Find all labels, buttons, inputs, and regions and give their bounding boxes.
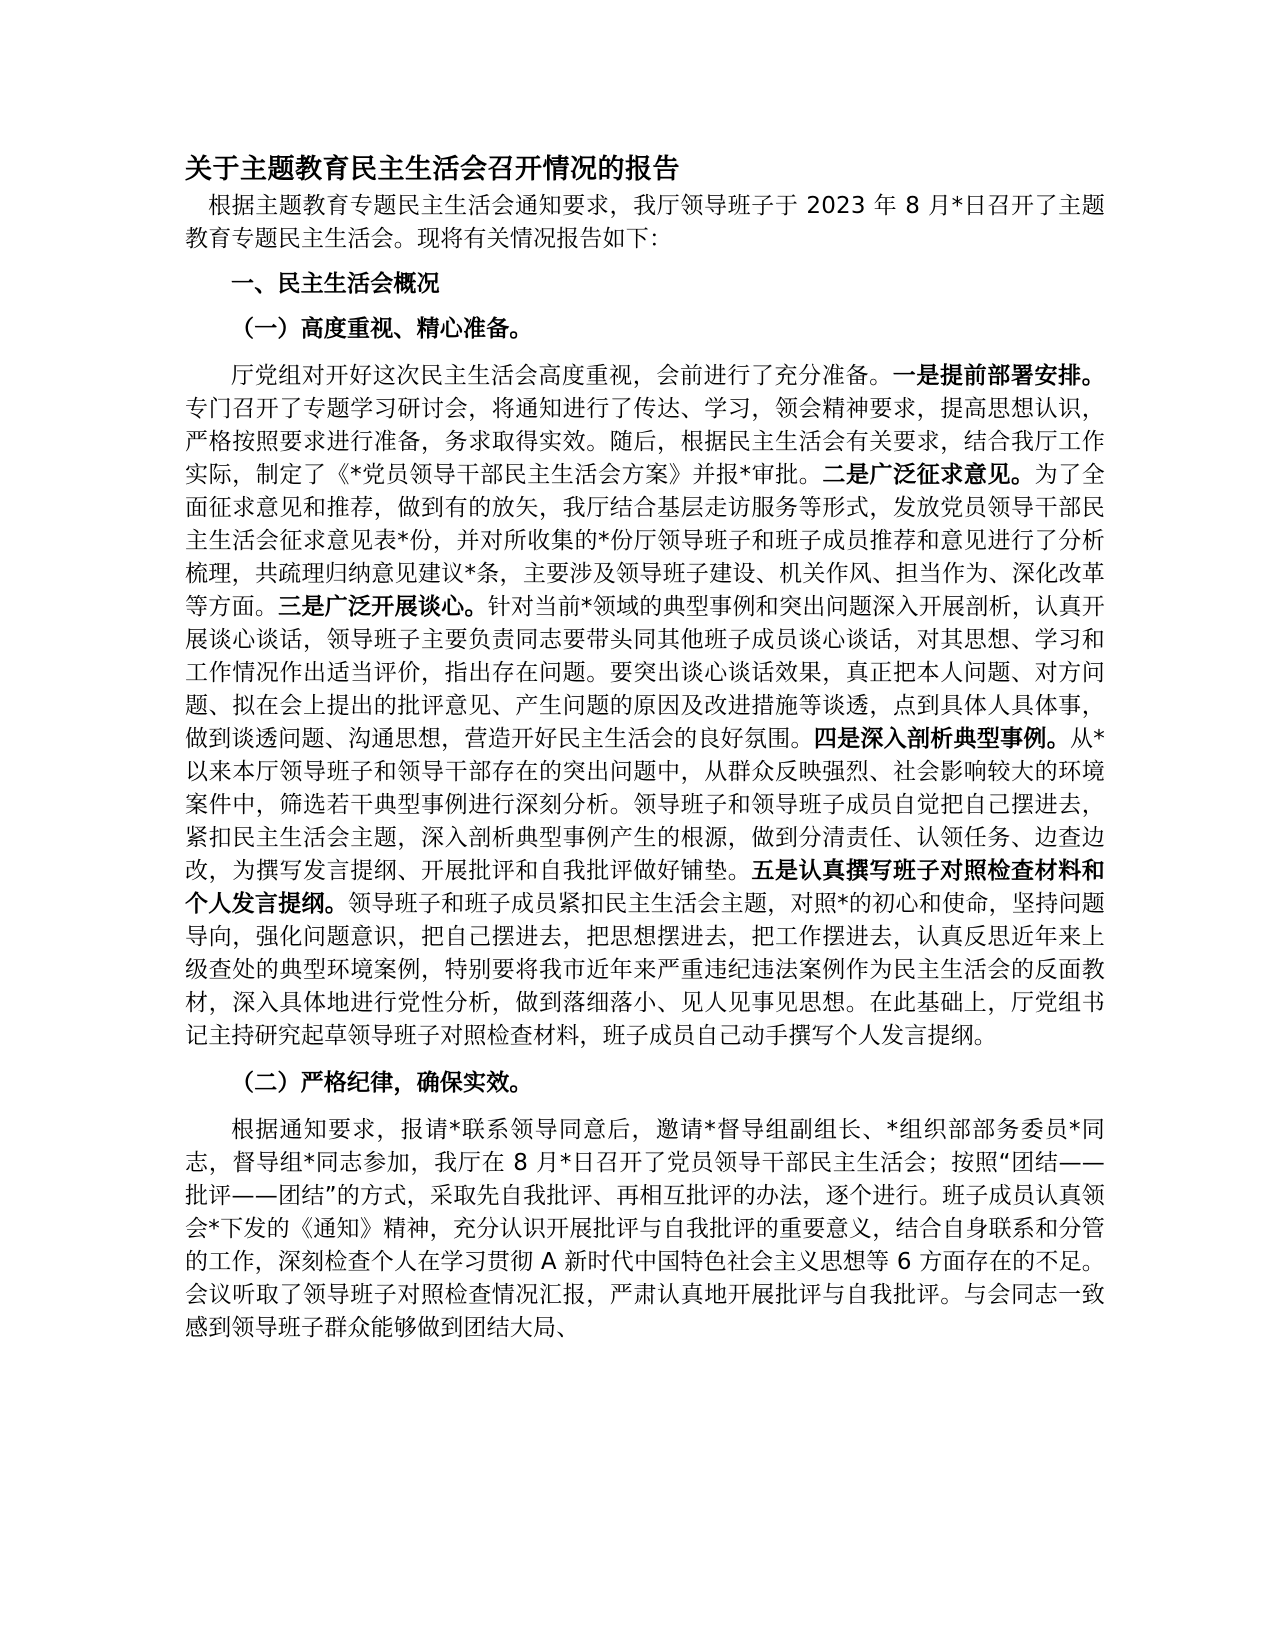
point-5-text: 领导班子和班子成员紧扣民主生活会主题，对照*的初心和使命，坚持问题导向，强化问题意识，把自己摆进去，把思想摆进去，把工作摆进去，认真反思近年来上级查处的典型环境案例，特别要将我市近年来严重违纪违法案例作为民主生活会的反面教材，深入具体地进行党性分析，做到落细落小、见人见事见思想。在此基础上，厅党组书记主持研究起草领导班子对照检查材料，班子成员自己动手撰写个人发言提纲。 [185,891,1105,1049]
point-1-text: 专门召开了专题学习研讨会，将通知进行了传达、学习，领会精神要求，提高思想认识，严格按照要求进行准备，务求取得实效。随后，根据民主生活会有关要求，结合我厅工作实际，制定了《*党员领导干部民主生活会方案》并报*审批。 [185,396,1105,488]
point-2-heading: 二是广泛征求意见。 [822,462,1035,488]
point-5-heading: 五是认真撰写班子对照检查材料和个人发言提纲。 [185,858,1106,917]
point-3-text: 针对当前*领域的典型事例和突出问题深入开展剖析，认真开展谈心谈话，领导班子主要负责同志要带头同其他班子成员谈心谈话，对其思想、学习和工作情况作出适当评价，指出存在问题。要突出谈心谈话效果，真正把本人问题、对方问题、拟在会上提出的批评意见、产生问题的原因及改进措施等谈透，点到具体人具体事，做到谈透问题、沟通思想，营造开好民主生活会的良好氛围。 [185,594,1105,752]
point-4-text: 从*以来本厅领导班子和领导干部存在的突出问题中，从群众反映强烈、社会影响较大的环境案件中，筛选若干典型事例进行深刻分析。领导班子和领导班子成员自觉把自己摆进去，紧扣民主生活会主题，深入剖析典型事例产生的根源，做到分清责任、认领任务、边查边改，为撰写发言提纲、开展批评和自我批评做好铺垫。 [185,726,1105,884]
point-4-heading: 四是深入剖析典型事例。 [813,726,1070,752]
discipline-paragraph: 根据通知要求，报请*联系领导同意后，邀请*督导组副组长、*组织部部务委员*同志，督导组*同志参加，我厅在 8 月*日召开了党员领导干部民主生活会；按照“团结——批评——团结”的方式，采取先自我批评、再相互批评的办法，逐个进行。班子成员认真领会*下发的《通知》精神，充分认识开展批评与自我批评的重要意义，结合自身联系和分管的工作，深刻检查个人在学习贯彻 A 新时代中国特色社会主义思想等 6 方面存在的不足。会议听取了领导班子对照检查情况汇报，严肃认真地开展批评与自我批评。与会同志一致感到领导班子群众能够做到团结大局、 [185,1117,1105,1341]
point-1-heading: 一是提前部署安排。 [892,363,1105,389]
subsection-heading-discipline: （二）严格纪律，确保实效。 [231,1070,533,1096]
preparation-paragraph [185,360,1105,1053]
document-page [185,150,1105,1345]
intro-paragraph: 根据主题教育专题民主生活会通知要求，我厅领导班子于 2023 年 8 月*日召开了主题教育专题民主生活会。现将有关情况报告如下： [185,193,1105,252]
point-2-text: 为了全面征求意见和推荐，做到有的放矢，我厅结合基层走访服务等形式，发放党员领导干部民主生活会征求意见表*份，并对所收集的*份厅领导班子和班子成员推荐和意见进行了分析梳理，共疏理归纳意见建议*条，主要涉及领导班子建设、机关作风、担当作为、深化改革等方面。 [185,462,1105,620]
section-heading-overview: 一、民主生活会概况 [231,271,440,297]
point-3-heading: 三是广泛开展谈心。 [278,594,488,620]
subsection-heading-preparation: （一）高度重视、精心准备。 [231,316,533,342]
document-title: 关于主题教育民主生活会召开情况的报告 [185,154,680,185]
preparation-lead-text: 厅党组对开好这次民主生活会高度重视，会前进行了充分准备。 [231,363,893,389]
